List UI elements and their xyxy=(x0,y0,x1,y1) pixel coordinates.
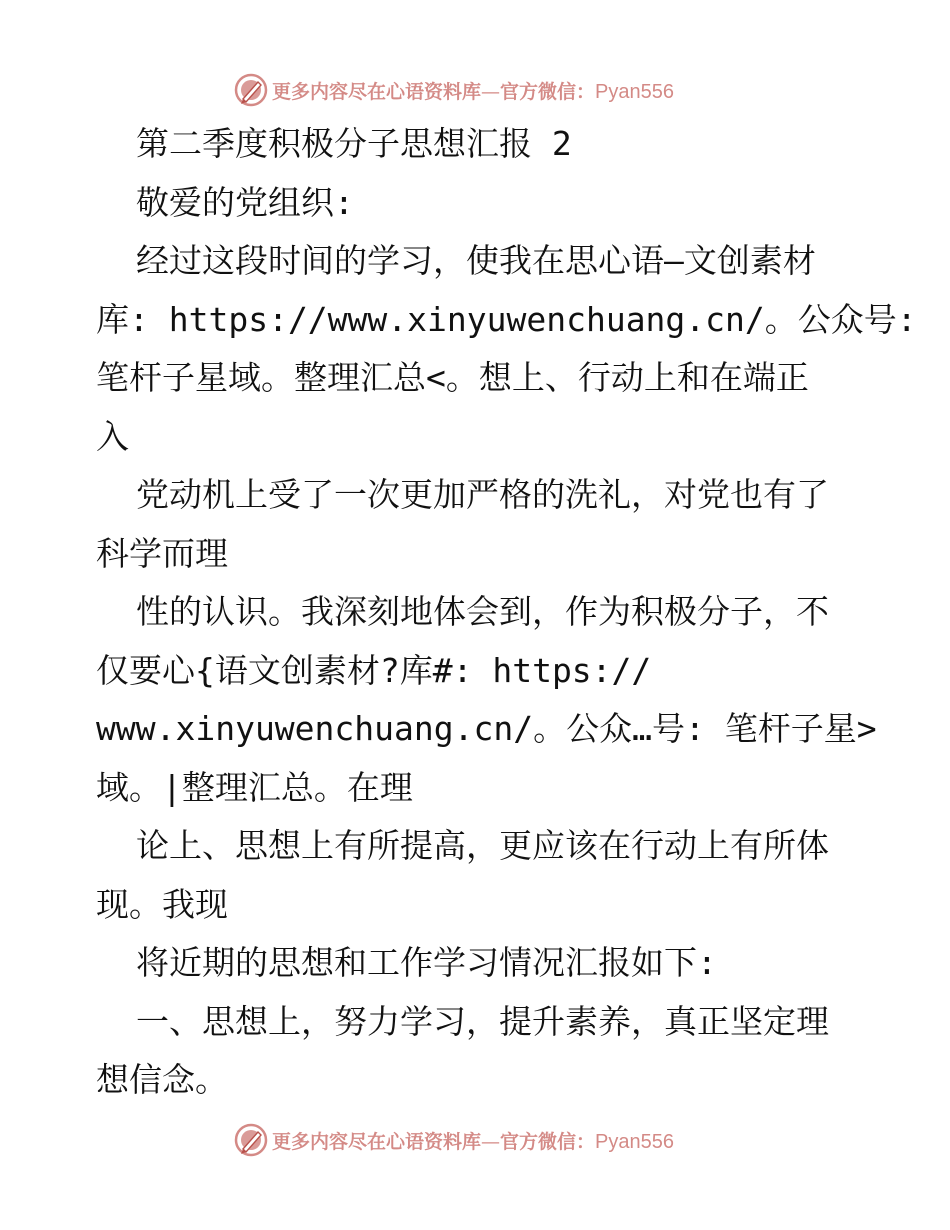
footer-wechat-label: 官方微信： xyxy=(500,1130,596,1153)
paragraph-line: 笔杆子星域。整理汇总<。想上、行动上和在端正 xyxy=(96,358,809,397)
footer-wechat-id: Pyan556 xyxy=(595,1130,674,1153)
paragraph-line: 性的认识。我深刻地体会到，作为积极分子，不 xyxy=(136,592,829,631)
section-heading: 一、思想上，努力学习，提升素养，真正坚定理 xyxy=(136,1001,829,1041)
paragraph-line: 仅要心{语文创素材?库#: https:// xyxy=(96,650,652,690)
paragraph-line: 科学而理 xyxy=(96,533,228,573)
fountain-pen-logo-icon xyxy=(234,73,268,107)
document-title: 第二季度积极分子思想汇报 2 xyxy=(136,124,572,163)
header-site-text: 更多内容尽在心语资料库 xyxy=(272,80,482,103)
footer-site-text: 更多内容尽在心语资料库 xyxy=(272,1130,482,1153)
header-separator: — xyxy=(481,80,501,103)
paragraph-line: 将近期的思想和工作学习情况汇报如下: xyxy=(136,943,717,982)
header-wechat-id: Pyan556 xyxy=(595,80,674,103)
footer-banner-text xyxy=(272,1127,674,1154)
header-banner-text xyxy=(272,77,674,104)
paragraph-line: 论上、思想上有所提高，更应该在行动上有所体 xyxy=(136,826,829,865)
paragraph-line: www.xinyuwenchuang.cn/。公众…号: 笔杆子星> xyxy=(96,709,877,748)
paragraph-line: 经过这段时间的学习，使我在思心语—文创素材 xyxy=(136,241,816,280)
paragraph-line: 域。|整理汇总。在理 xyxy=(96,767,413,807)
footer-separator: — xyxy=(481,1130,501,1153)
paragraph-line: 现。我现 xyxy=(96,884,228,924)
document-body xyxy=(96,115,917,1110)
salutation: 敬爱的党组织: xyxy=(136,182,354,222)
header-banner xyxy=(234,72,674,108)
fountain-pen-logo-icon xyxy=(234,1123,268,1157)
paragraph-line: 库: https://www.xinyuwenchuang.cn/。公众号: xyxy=(96,299,917,339)
paragraph-line: 想信念。 xyxy=(96,1060,228,1099)
footer-banner xyxy=(234,1122,674,1158)
paragraph-line: 党动机上受了一次更加严格的洗礼，对党也有了 xyxy=(136,475,829,514)
paragraph-line: 入 xyxy=(96,416,129,456)
header-wechat-label: 官方微信： xyxy=(500,80,596,103)
